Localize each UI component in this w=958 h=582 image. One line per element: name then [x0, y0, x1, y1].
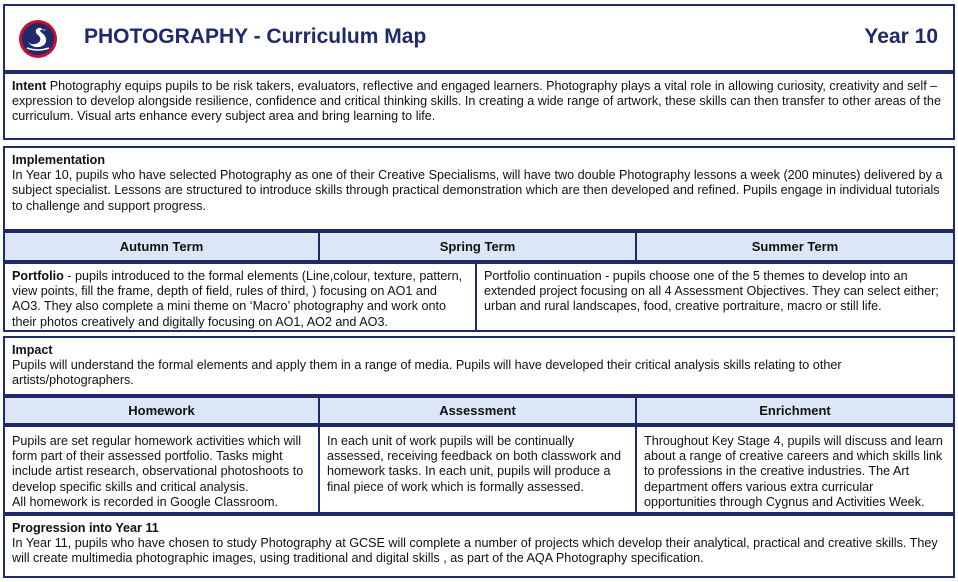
header-enrichment: Enrichment [637, 398, 953, 423]
extras-header-row [3, 396, 955, 425]
assessment-text: In each unit of work pupils will be continually assessed, receiving feedback on both classwork and homework tasks. In each unit, pupils will produce a final piece of work which is formally assessed. [327, 434, 622, 494]
term-continuation-cell [477, 264, 953, 330]
continuation-text: Portfolio continuation - pupils choose one of the 5 themes to develop into an extended project focusing on all 4 Assessment Objectives. They can select either; urban and rural landscapes, food, creative portraiture, macro or still life. [484, 269, 939, 314]
year-label: Year 10 [864, 25, 938, 48]
terms-content-row [3, 262, 955, 332]
implementation-text: In Year 10, pupils who have selected Photography as one of their Creative Specialisms, will have two double Photography lessons a week (200 minutes) delivered by a subject specialist. Lessons are structured to introduce skills through practical demonstration which are then developed and refined. Pupils engage in individual tutorials to challenge and support progress. [12, 168, 943, 213]
term-portfolio-cell [5, 264, 477, 330]
title-bar [3, 4, 955, 72]
assessment-cell [320, 427, 637, 512]
homework-note: All homework is recorded in Google Classroom. [12, 494, 278, 509]
swan-emblem-icon [18, 19, 58, 59]
header-homework: Homework [5, 398, 320, 423]
homework-cell [5, 427, 320, 512]
term-header-summer: Summer Term [637, 233, 953, 260]
homework-text: Pupils are set regular homework activities which will form part of their assessed portfolio. Tasks might include artist research, observational photoshoots to develop specific skills and critical analysis. [12, 434, 304, 494]
header-assessment: Assessment [320, 398, 637, 423]
progression-text: In Year 11, pupils who have chosen to study Photography at GCSE will complete a number of projects which develop their analytical, practical and creative skills. They will create multimedia photographic images, using traditional and digital skills , as part of the AQA Photography specification. [12, 536, 938, 566]
impact-section [3, 336, 955, 396]
term-header-spring: Spring Term [320, 233, 637, 260]
term-header-row [3, 231, 955, 262]
term-header-autumn: Autumn Term [5, 233, 320, 260]
implementation-section [3, 146, 955, 231]
impact-text: Pupils will understand the formal elements and apply them in a range of media. Pupils will have developed their critical analysis skills relating to other artists/photographers. [12, 358, 842, 388]
intent-label: Intent [12, 79, 47, 93]
extras-content-row [3, 425, 955, 514]
portfolio-text: - pupils introduced to the formal elements (Line,colour, texture, pattern, view points, fill the frame, depth of field, rules of third, ) focusing on AO1 and AO3. They also complete a mini theme on ‘Macro’ photography and work onto their photos creatively and digitally focusing on AO1, AO2 and AO3. [12, 269, 463, 329]
impact-label: Impact [12, 343, 53, 357]
page-title: PHOTOGRAPHY - Curriculum Map [84, 25, 427, 48]
portfolio-label: Portfolio [12, 269, 64, 283]
implementation-label: Implementation [12, 153, 106, 167]
enrichment-text: Throughout Key Stage 4, pupils will discuss and learn about a range of creative careers and which skills link to professions in the creative industries. The Art department offers various extra curricular opportunities through Cygnus and Activities Week. [644, 434, 943, 509]
progression-section [3, 514, 955, 578]
intent-text: Photography equips pupils to be risk takers, evaluators, reflective and engaged learners. Photography plays a vital role in allowing curiosity, creativity and self –expression to develop alongside resilience, confidence and critical thinking skills. In creating a wide range of artwork, these skills can then transfer to other areas of the curriculum. Visual arts enhance every subject area and bring learning to life. [12, 79, 941, 124]
enrichment-cell [637, 427, 953, 512]
progression-label: Progression into Year 11 [12, 521, 159, 535]
intent-section [3, 72, 955, 140]
